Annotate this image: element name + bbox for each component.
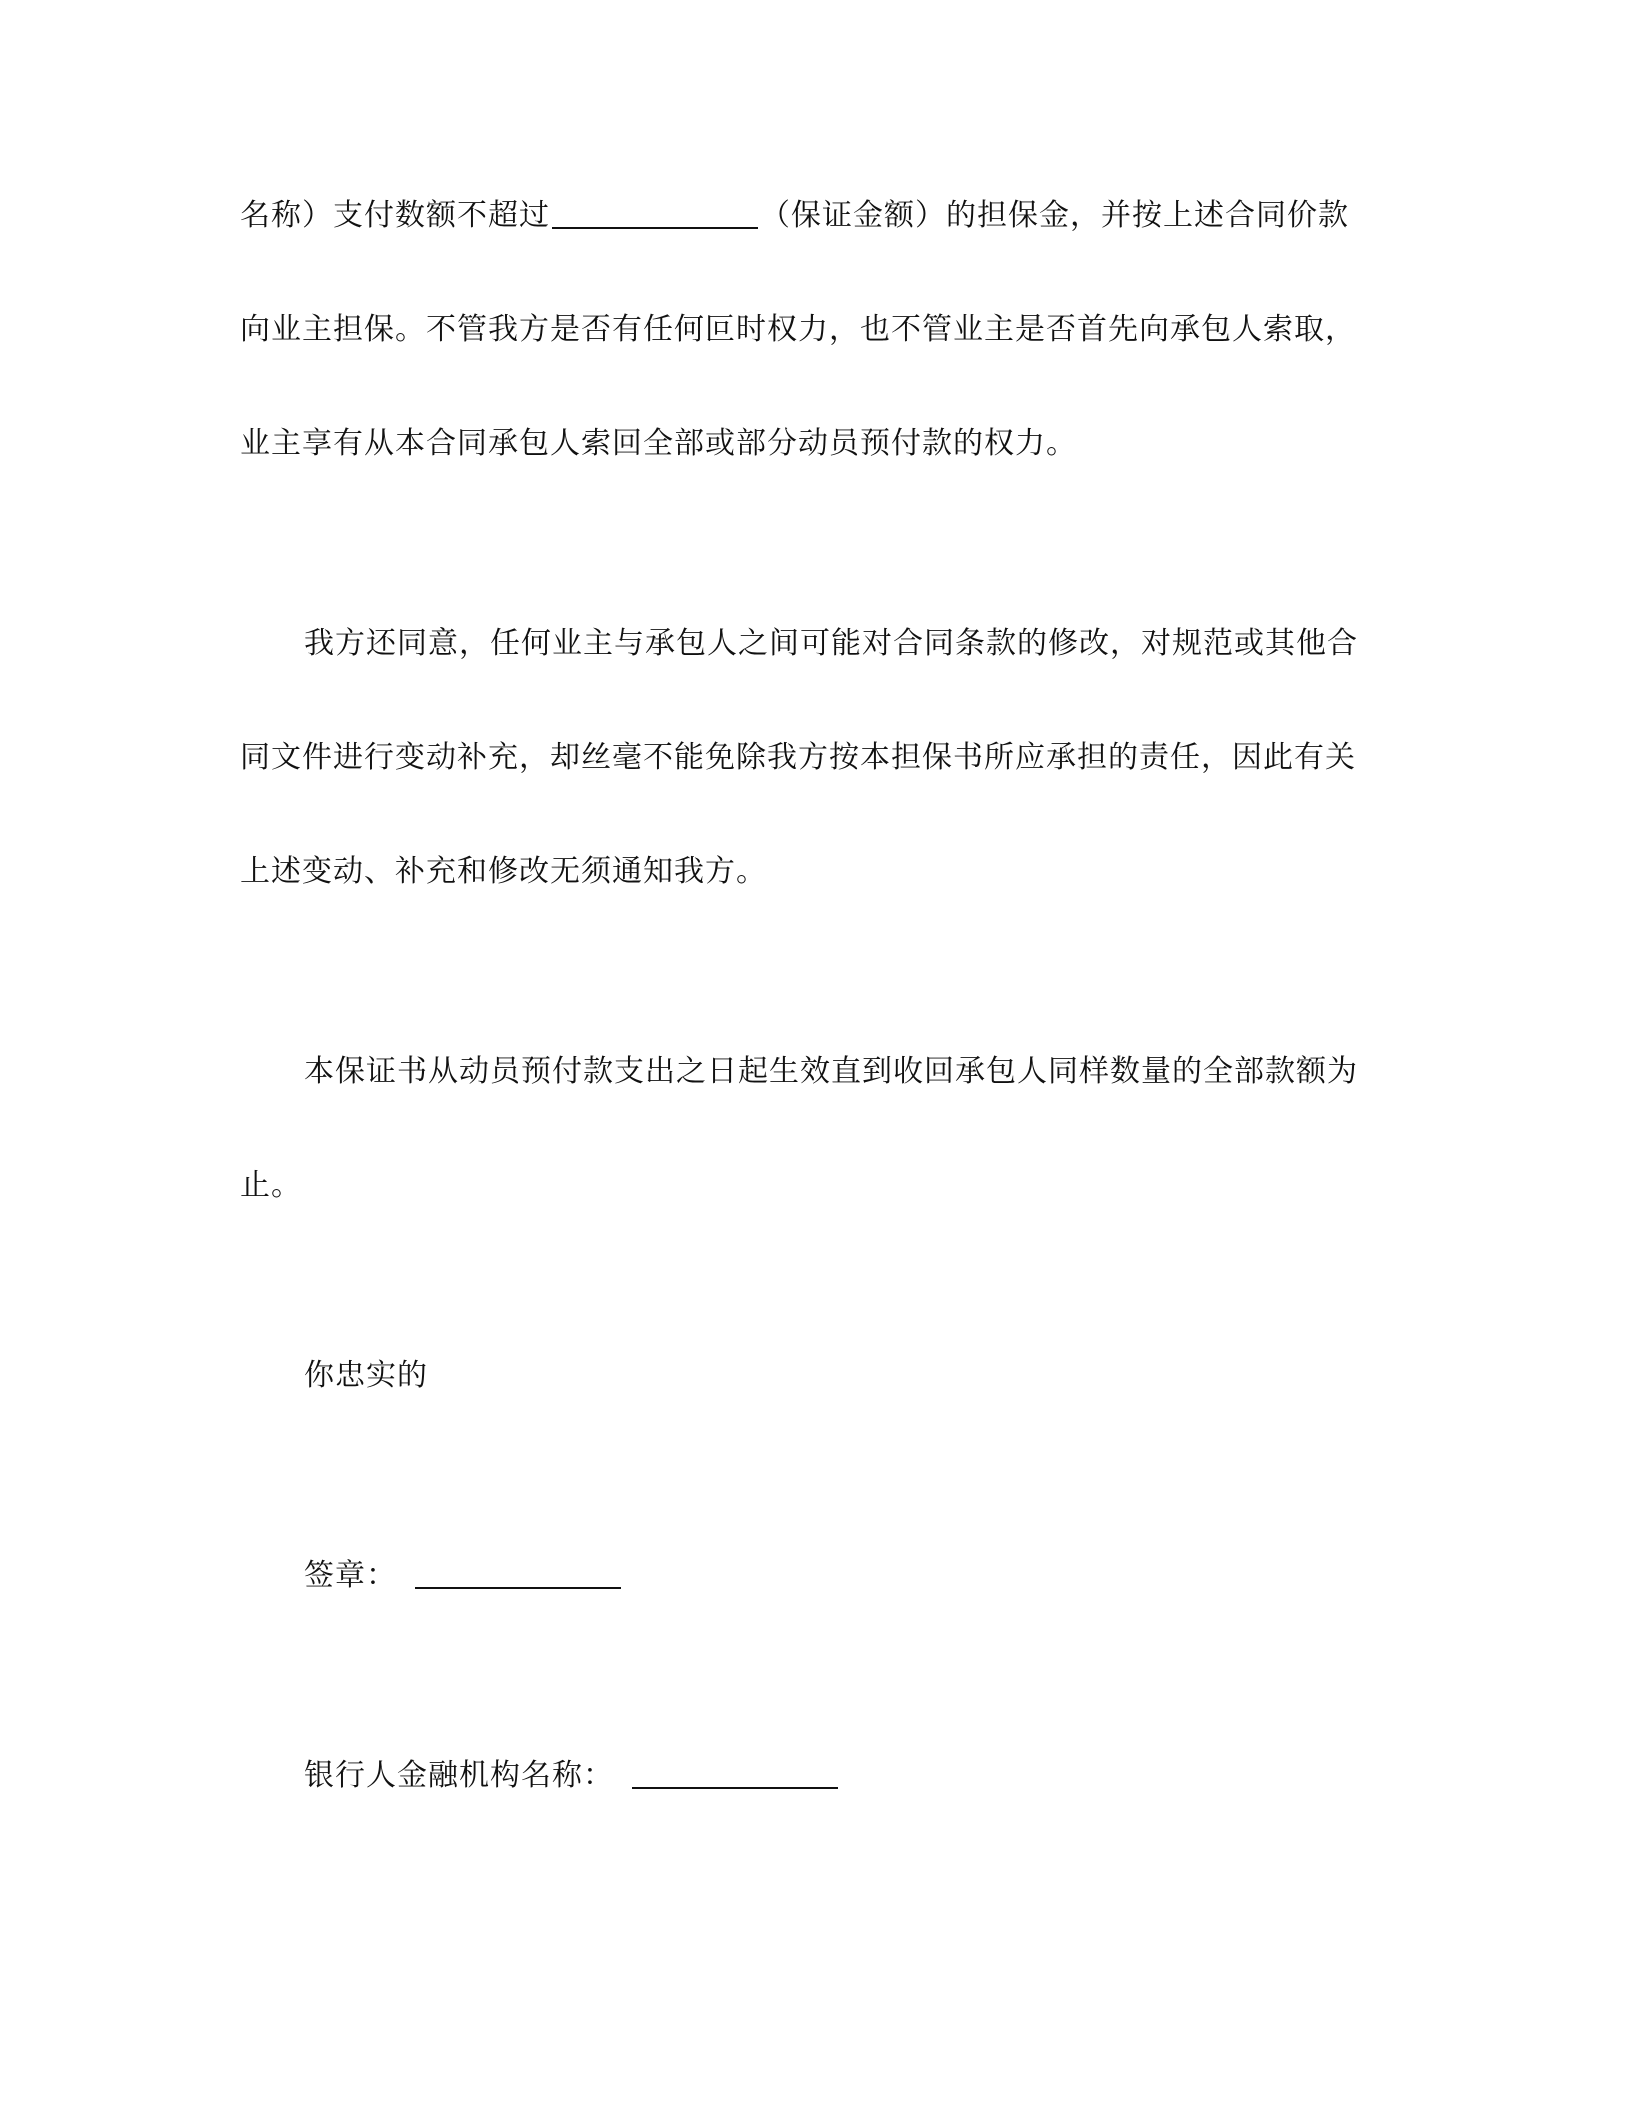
signature-row <box>304 1556 623 1596</box>
paragraph3-line1: 本保证书从动员预付款支出之日起生效直到收回承包人同样数量的全部款额为 <box>304 1054 1358 1089</box>
signature-label: 签章： <box>304 1558 397 1593</box>
paragraph1-line1-after: （保证金额）的担保金，并按上述合同价款 <box>760 198 1349 233</box>
paragraph1-line3: 业主享有从本合同承包人索回全部或部分动员预付款的权力。 <box>240 426 1077 461</box>
paragraph2-line2: 同文件进行变动补充，却丝毫不能免除我方按本担保书所应承担的责任，因此有关 <box>240 740 1356 775</box>
paragraph1-line2: 向业主担保。不管我方是否有任何叵时权力，也不管业主是否首先向承包人索取， <box>240 312 1356 347</box>
bank-label: 银行人金融机构名称： <box>304 1758 614 1793</box>
guarantee-amount-blank <box>552 197 758 229</box>
bank-row <box>304 1756 840 1796</box>
paragraph1-line1 <box>240 196 1349 236</box>
signature-blank <box>415 1557 621 1589</box>
paragraph1-line1-before: 名称）支付数额不超过 <box>240 198 550 233</box>
closing-text: 你忠实的 <box>304 1358 428 1393</box>
paragraph2-line3: 上述变动、补充和修改无须通知我方。 <box>240 854 767 889</box>
paragraph2-line1: 我方还同意，任何业主与承包人之间可能对合同条款的修改，对规范或其他合 <box>304 626 1358 661</box>
paragraph3-line2: 止。 <box>240 1168 302 1203</box>
bank-name-blank <box>632 1757 838 1789</box>
